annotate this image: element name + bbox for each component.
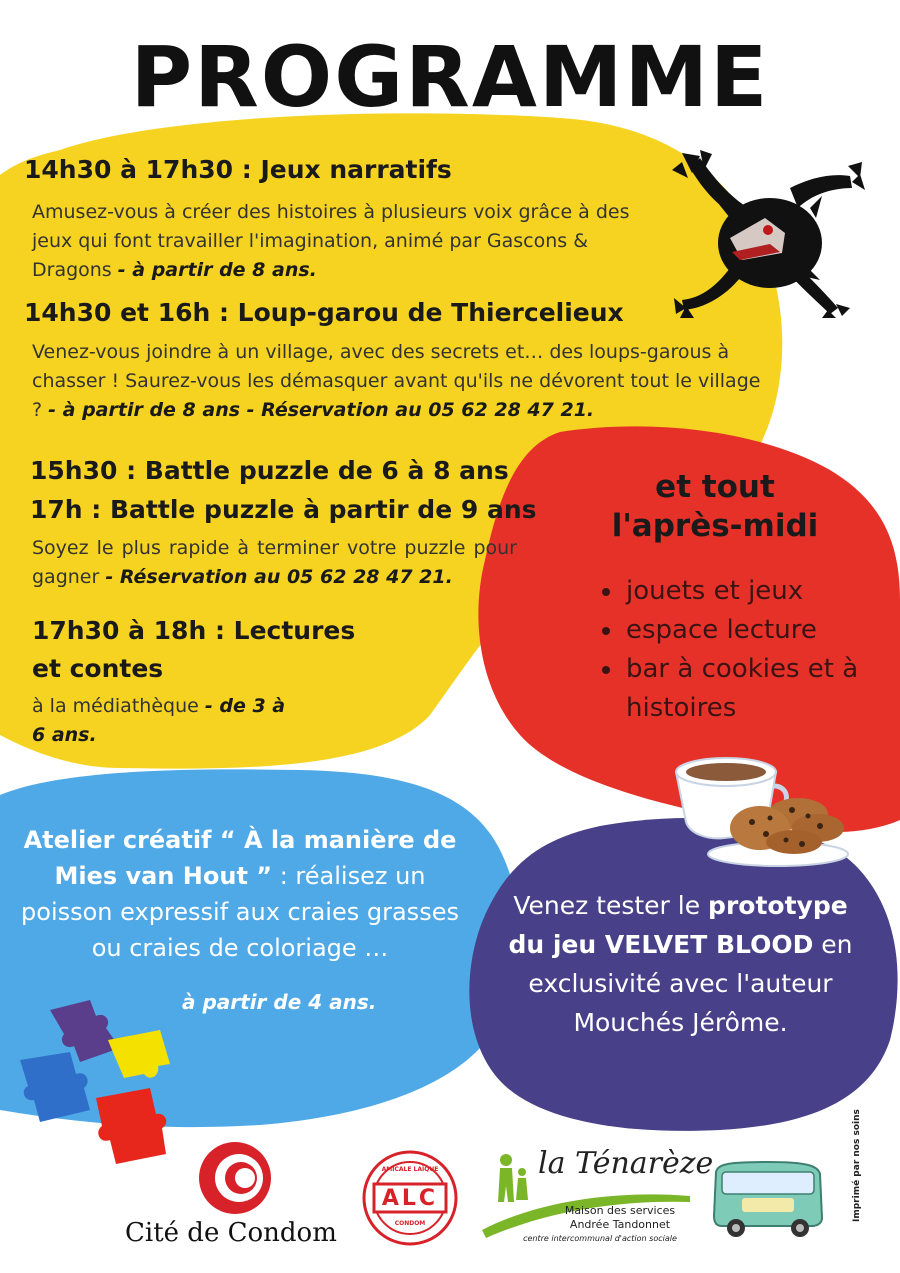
activity-2-description (32, 338, 762, 425)
velvet-post: en exclusivité avec l'auteur Mouchés Jérôme. (528, 930, 853, 1037)
velvet-description (498, 886, 863, 1042)
condom-logo-text: Cité de Condom (125, 1218, 337, 1248)
bus-illustration (708, 1158, 828, 1240)
atelier-desc: : réalisez un poisson expressif aux craies grasses ou craies de coloriage … (21, 862, 459, 962)
afternoon-item: • jouets et jeux (624, 572, 894, 611)
activity-3-description (32, 534, 517, 592)
activity-4-title-line2: et contes (32, 654, 164, 683)
afternoon-item: • bar à cookies et à histoires (624, 650, 894, 728)
condom-emblem-icon (195, 1138, 275, 1218)
atelier-age: à partir de 4 ans. (182, 990, 377, 1014)
activity-4-desc-text: à la médiathèque (32, 695, 199, 717)
afternoon-title: et tout l'après-midi (611, 469, 819, 544)
alc-top-text: AMICALE LAÏQUE (381, 1166, 439, 1173)
cookies-cup-illustration (668, 742, 853, 872)
activity-4-title-line1: 17h30 à 18h : Lectures (32, 616, 356, 645)
alc-bottom-text: CONDOM (394, 1220, 426, 1227)
printed-note: Imprimé par nos soins (852, 1109, 862, 1222)
activity-1-desc-text: Amusez-vous à créer des histoires à plusieurs voix grâce à des jeux qui font travailler l'imagination, animé par Gascons & Dragons (32, 201, 630, 281)
activity-1-title: 14h30 à 17h30 : Jeux narratifs (24, 155, 452, 184)
tenareze-logo (480, 1140, 714, 1250)
atelier-description (20, 822, 460, 966)
afternoon-item: • espace lecture (624, 611, 894, 650)
tenareze-line2: Andrée Tandonnet (569, 1218, 671, 1231)
tenareze-name: la Ténarèze (538, 1146, 714, 1181)
tenareze-line1: Maison des services (564, 1204, 676, 1217)
activity-3-title-line2: 17h : Battle puzzle à partir de 9 ans (30, 495, 537, 524)
activity-1-age: - à partir de 8 ans. (117, 259, 317, 281)
velvet-pre: Venez tester le (513, 891, 701, 920)
alc-logo (362, 1150, 458, 1246)
activity-2-title: 14h30 et 16h : Loup-garou de Thiercelieux (24, 298, 624, 327)
tenareze-line3: centre intercommunal d'action sociale (523, 1234, 677, 1243)
activity-4-age: - de 3 à 6 ans. (32, 695, 286, 746)
puzzle-pieces-illustration (0, 990, 200, 1180)
atelier-title: Atelier créatif “ À la manière de Mies van Hout ” (23, 826, 457, 890)
activity-2-desc-text: Venez-vous joindre à un village, avec des secrets et… des loups-garous à chasser ! Saurez-vous les démasquer avant qu'ils ne dévorent tout le village ? (32, 341, 761, 421)
werewolf-illustration (670, 148, 865, 318)
activity-3-desc-text: Soyez le plus rapide à terminer votre puzzle pour gagner (32, 537, 517, 588)
afternoon-list (600, 572, 894, 728)
alc-letters: ALC (381, 1186, 439, 1211)
activity-2-note: - à partir de 8 ans - Réservation au 05 62 28 47 21. (48, 399, 595, 421)
activity-3-note: - Réservation au 05 62 28 47 21. (105, 566, 453, 588)
activity-3-title-line1: 15h30 : Battle puzzle de 6 à 8 ans (30, 456, 509, 485)
condom-logo (195, 1138, 275, 1218)
velvet-bold: prototype du jeu VELVET BLOOD (508, 891, 848, 959)
activity-1-description (32, 198, 652, 285)
page-title: PROGRAMME (130, 28, 770, 126)
activity-4-description (32, 692, 302, 750)
